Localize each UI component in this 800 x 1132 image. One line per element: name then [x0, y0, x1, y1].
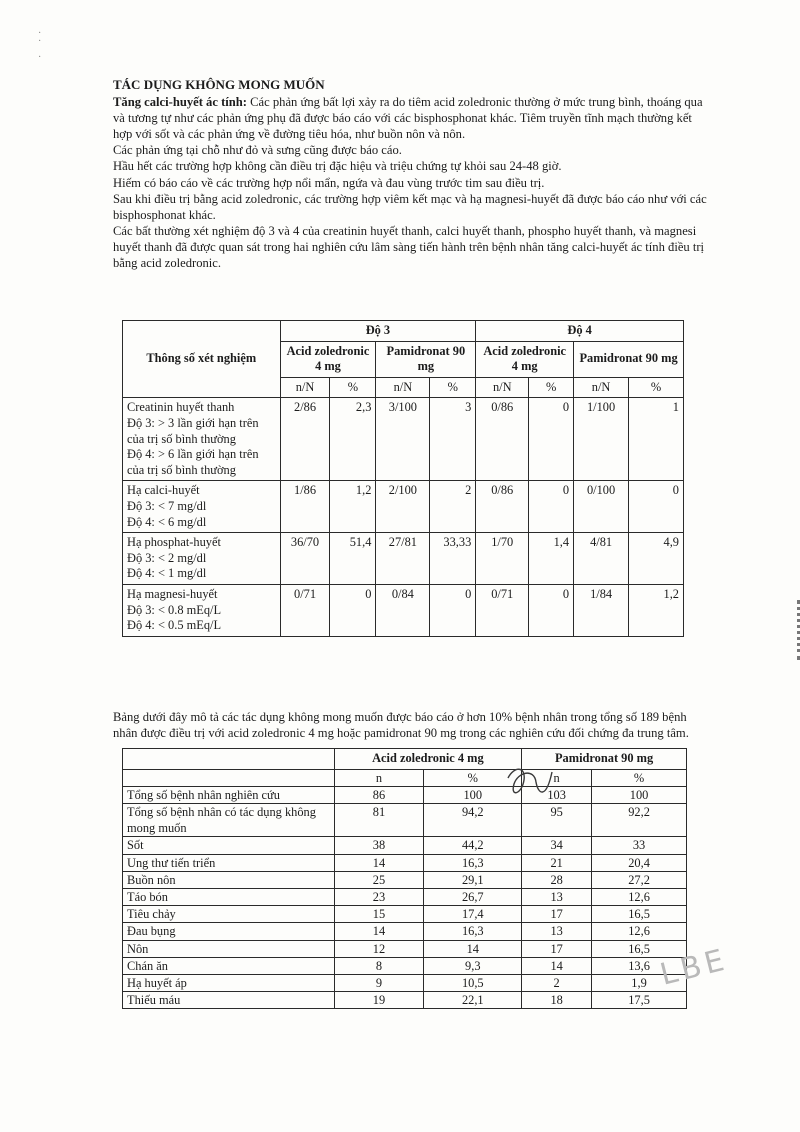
table-row [123, 786, 687, 803]
grade-criterion: Độ 3: < 2 mg/dl [127, 550, 207, 565]
table-row [123, 871, 687, 888]
table-row [123, 975, 687, 992]
cell-value: 0/71 [476, 584, 529, 636]
col-pct: % [424, 769, 522, 786]
cell-value: 16,3 [424, 923, 522, 940]
table-row [123, 957, 687, 974]
row-label: Nôn [123, 940, 335, 957]
paragraph: Các phản ứng tại chỗ như đỏ và sưng cũng được báo cáo. [113, 143, 402, 158]
cell-value: 1/100 [574, 398, 629, 481]
cell-value: 81 [334, 804, 424, 837]
cell-value: 0 [330, 584, 376, 636]
row-label: Thiếu máu [123, 992, 335, 1009]
cell-value: 33,33 [430, 533, 476, 585]
paragraph: Sau khi điều trị bằng acid zoledronic, các trường hợp viêm kết mạc và hạ magnesi-huyết đã được báo cáo như với các bisphosphonat khác. [113, 191, 707, 222]
cell-value: 13 [522, 889, 592, 906]
table-row [123, 923, 687, 940]
table2-intro: Bảng dưới đây mô tả các tác dụng không mong muốn được báo cáo ở hơn 10% bệnh nhân trong tổng số 189 bệnh nhân được điều trị với acid zoledronic 4 mg hoặc pamidronat 90 mg trong các nghiên cứu đối chứng đa trung tâm. [113, 709, 689, 740]
cell-value: 9,3 [424, 957, 522, 974]
cell-value: 36/70 [280, 533, 330, 585]
cell-value: 16,3 [424, 854, 522, 871]
grade-criterion: Độ 3: < 7 mg/dl [127, 498, 207, 513]
cell-value: 15 [334, 906, 424, 923]
cell-value: 17 [522, 940, 592, 957]
table-row [123, 398, 684, 481]
parameter-name: Hạ calci-huyết [127, 483, 200, 498]
cell-value: 17,5 [592, 992, 687, 1009]
cell-value: 13,6 [592, 957, 687, 974]
table-row [123, 584, 684, 636]
cell-value: 12 [334, 940, 424, 957]
row-label: Táo bón [123, 889, 335, 906]
cell-value: 1,9 [592, 975, 687, 992]
cell-value: 0 [430, 584, 476, 636]
col-nN: n/N [376, 377, 430, 398]
paragraph: Hiếm có báo cáo về các trường hợp nổi mẩn, ngứa và đau vùng trước tim sau điều trị. [113, 175, 545, 190]
cell-value: 10,5 [424, 975, 522, 992]
cell-value: 0/71 [280, 584, 330, 636]
table1-body [123, 398, 684, 636]
row-label [123, 481, 281, 533]
cell-value: 12,6 [592, 923, 687, 940]
table1-drug1-header: Acid zoledronic 4 mg [280, 341, 376, 377]
table2-drug1-header: Acid zoledronic 4 mg [334, 749, 522, 770]
cell-value: 2/86 [280, 398, 330, 481]
col-n: n [522, 769, 592, 786]
cell-value: 12,6 [592, 889, 687, 906]
table1-drug2-header: Pamidronat 90 mg [376, 341, 476, 377]
cell-value: 25 [334, 871, 424, 888]
cell-value: 14 [334, 854, 424, 871]
cell-value: 23 [334, 889, 424, 906]
row-label: Ung thư tiến triển [123, 854, 335, 871]
cell-value: 92,2 [592, 804, 687, 837]
parameter-name: Creatinin huyết thanh [127, 400, 235, 415]
parameter-name: Hạ magnesi-huyết [127, 586, 218, 601]
table1-grade4-header: Độ 4 [476, 321, 684, 342]
col-pct: % [529, 377, 574, 398]
cell-value: 26,7 [424, 889, 522, 906]
cell-value: 51,4 [330, 533, 376, 585]
table1-drug1-header: Acid zoledronic 4 mg [476, 341, 574, 377]
cell-value: 4,9 [629, 533, 684, 585]
cell-value: 19 [334, 992, 424, 1009]
row-label [123, 584, 281, 636]
cell-value: 1,2 [330, 481, 376, 533]
table-row [123, 533, 684, 585]
row-label: Đau bụng [123, 923, 335, 940]
cell-value: 3/100 [376, 398, 430, 481]
row-label [123, 533, 281, 585]
cell-value: 100 [424, 786, 522, 803]
cell-value: 2 [522, 975, 592, 992]
handwritten-signature [500, 760, 560, 810]
table1-drug2-header: Pamidronat 90 mg [574, 341, 684, 377]
cell-value: 33 [592, 837, 687, 854]
grade-criterion: Độ 3: < 0.8 mEq/L [127, 602, 222, 617]
table2-drug2-header: Pamidronat 90 mg [522, 749, 687, 770]
table-row [123, 940, 687, 957]
cell-value: 1/86 [280, 481, 330, 533]
cell-value: 0 [629, 481, 684, 533]
cell-value: 16,5 [592, 906, 687, 923]
cell-value: 103 [522, 786, 592, 803]
cell-value: 14 [522, 957, 592, 974]
cell-value: 17,4 [424, 906, 522, 923]
cell-value: 14 [334, 923, 424, 940]
table-row [123, 992, 687, 1009]
row-label: Sốt [123, 837, 335, 854]
cell-value: 0/86 [476, 481, 529, 533]
cell-value: 1,2 [629, 584, 684, 636]
scan-speckle: · · · [38, 28, 42, 63]
cell-value: 1,4 [529, 533, 574, 585]
table2-corner [123, 749, 335, 770]
col-pct: % [430, 377, 476, 398]
col-pct: % [330, 377, 376, 398]
row-label: Tiêu chảy [123, 906, 335, 923]
cell-value: 2 [430, 481, 476, 533]
section-title: TÁC DỤNG KHÔNG MONG MUỐN [113, 77, 325, 92]
cell-value: 18 [522, 992, 592, 1009]
row-label: Buồn nôn [123, 871, 335, 888]
row-label: Chán ăn [123, 957, 335, 974]
cell-value: 28 [522, 871, 592, 888]
cell-value: 21 [522, 854, 592, 871]
cell-value: 1/70 [476, 533, 529, 585]
table1-grade3-header: Độ 3 [280, 321, 476, 342]
cell-value: 86 [334, 786, 424, 803]
cell-value: 38 [334, 837, 424, 854]
cell-value: 34 [522, 837, 592, 854]
grade-criterion: Độ 3: > 3 lần giới hạn trên của trị số bình thường [127, 415, 259, 446]
cell-value: 4/81 [574, 533, 629, 585]
adverse-events-table [122, 748, 687, 1009]
scan-edge-marks [793, 600, 800, 660]
cell-value: 2/100 [376, 481, 430, 533]
col-pct: % [592, 769, 687, 786]
cell-value: 22,1 [424, 992, 522, 1009]
table1-param-header: Thông số xét nghiệm [123, 321, 281, 398]
stamp-mark: LBE [656, 942, 732, 993]
cell-value: 27/81 [376, 533, 430, 585]
table2-corner [123, 769, 335, 786]
cell-value: 8 [334, 957, 424, 974]
table-row [123, 837, 687, 854]
cell-value: 0 [529, 481, 574, 533]
grade-criterion: Độ 4: < 1 mg/dl [127, 566, 207, 581]
cell-value: 0/100 [574, 481, 629, 533]
paragraph: Tăng calci-huyết ác tính: Các phản ứng bất lợi xảy ra do tiêm acid zoledronic thường ở mức trung bình, thoáng qua và tương tự như các phản ứng phụ đã được báo cáo với các bisphosphonat khác. Tiêm truyền tĩnh mạch thường kết hợp với sốt và các phản ứng về đường tiêu hóa, như buồn nôn và nôn. [113, 95, 703, 142]
cell-value: 16,5 [592, 940, 687, 957]
col-pct: % [629, 377, 684, 398]
row-label: Tổng số bệnh nhân có tác dụng không mong muốn [123, 804, 335, 837]
paragraph: Các bất thường xét nghiệm độ 3 và 4 của creatinin huyết thanh, calci huyết thanh, phospho huyết thanh, và magnesi huyết thanh đã được quan sát trong hai nghiên cứu lâm sàng tiến hành trên bệnh nhân tăng calci-huyết ác tính điều trị bằng acid zoledronic. [113, 223, 705, 271]
cell-value: 13 [522, 923, 592, 940]
grade-criterion: Độ 4: > 6 lần giới hạn trên của trị số bình thường [127, 447, 259, 477]
table2-body [123, 786, 687, 1009]
cell-value: 1 [629, 398, 684, 481]
cell-value: 3 [430, 398, 476, 481]
cell-value: 14 [424, 940, 522, 957]
cell-value: 0/86 [476, 398, 529, 481]
paragraph: Hầu hết các trường hợp không cần điều trị đặc hiệu và triệu chứng tự khỏi sau 24-48 giờ. [113, 159, 562, 174]
table-row [123, 804, 687, 837]
cell-value: 0 [529, 584, 574, 636]
cell-value: 29,1 [424, 871, 522, 888]
cell-value: 0/84 [376, 584, 430, 636]
cell-value: 27,2 [592, 871, 687, 888]
cell-value: 44,2 [424, 837, 522, 854]
table-row [123, 906, 687, 923]
cell-value: 94,2 [424, 804, 522, 837]
grade-criterion: Độ 4: < 6 mg/dl [127, 514, 207, 529]
cell-value: 20,4 [592, 854, 687, 871]
table-row [123, 889, 687, 906]
parameter-name: Hạ phosphat-huyết [127, 535, 221, 550]
col-nN: n/N [476, 377, 529, 398]
lab-abnormalities-table [122, 320, 684, 637]
row-label [123, 398, 281, 481]
cell-value: 9 [334, 975, 424, 992]
row-label: Tổng số bệnh nhân nghiên cứu [123, 786, 335, 803]
row-label: Hạ huyết áp [123, 975, 335, 992]
grade-criterion: Độ 4: < 0.5 mEq/L [127, 618, 222, 633]
col-nN: n/N [280, 377, 330, 398]
col-nN: n/N [574, 377, 629, 398]
table-row [123, 481, 684, 533]
cell-value: 95 [522, 804, 592, 837]
cell-value: 17 [522, 906, 592, 923]
cell-value: 0 [529, 398, 574, 481]
col-n: n [334, 769, 424, 786]
table-row [123, 854, 687, 871]
text-body [113, 77, 708, 271]
cell-value: 1/84 [574, 584, 629, 636]
cell-value: 2,3 [330, 398, 376, 481]
cell-value: 100 [592, 786, 687, 803]
